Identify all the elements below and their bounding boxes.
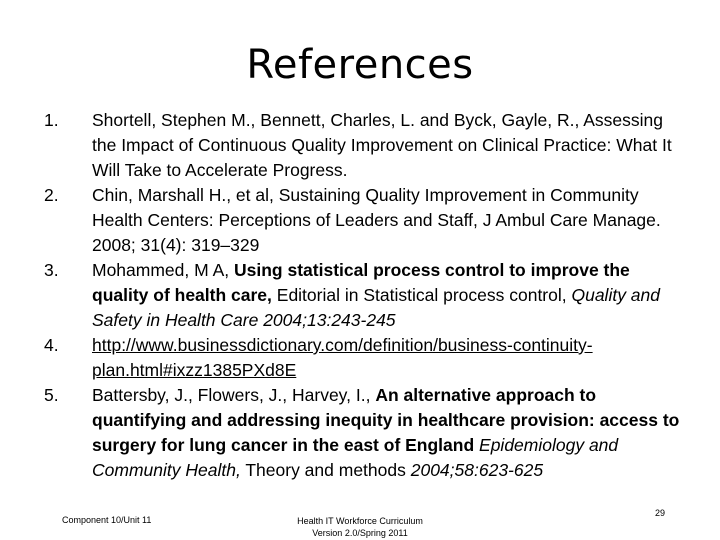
reference-text-part: Chin, Marshall H., et al, Sustaining Quality Improvement in Community Health Centers: Perceptions of Leaders and Staff, J Ambul Care Manage. 2008; 31(4): 319–329 <box>92 185 661 255</box>
reference-text-part: Theory and methods <box>240 460 411 480</box>
footer-curriculum <box>280 515 440 539</box>
reference-item <box>44 258 684 333</box>
reference-link[interactable]: http://www.businessdictionary.com/definition/business-continuity-plan.html#ixzz1385PXd8E <box>92 335 593 380</box>
reference-item <box>44 383 684 483</box>
reference-number: 3. <box>44 260 59 280</box>
reference-text-part: Shortell, Stephen M., Bennett, Charles, L. and Byck, Gayle, R., Assessing the Impact of Continuous Quality Improvement on Clinical Practice: What It Will Take to Accelerate Progress. <box>92 110 672 180</box>
reference-text <box>92 183 684 258</box>
reference-text-part: An alternative approach to quantifying and addressing inequity in healthcare provision: access to surgery for lung cancer in the east of England <box>92 385 680 455</box>
page-number: 29 <box>655 508 666 518</box>
reference-text-part: Quality and Safety in Health Care 2004;13:243-245 <box>92 285 661 330</box>
reference-text-part: Battersby, J., Flowers, J., Harvey, I., <box>92 385 376 405</box>
reference-text <box>92 108 684 183</box>
reference-number: 1. <box>44 110 59 130</box>
reference-number: 2. <box>44 185 59 205</box>
reference-item <box>44 183 684 258</box>
reference-text <box>92 383 684 483</box>
reference-text-part: Using statistical process control to improve the quality of health care, <box>92 260 630 305</box>
reference-text <box>92 258 684 333</box>
reference-text-part: 2004;58:623-625 <box>410 460 544 480</box>
reference-text-part: Epidemiology and Community Health, <box>92 435 619 480</box>
reference-item <box>44 333 684 383</box>
reference-item <box>44 108 684 183</box>
reference-text <box>92 333 684 383</box>
footer-curriculum-line1: Health IT Workforce Curriculum <box>297 516 423 526</box>
footer-curriculum-line2: Version 2.0/Spring 2011 <box>312 528 408 538</box>
reference-text-part: Mohammed, M A, <box>92 260 234 280</box>
reference-list <box>44 108 684 483</box>
footer-component: Component 10/Unit 11 <box>62 515 152 525</box>
slide-title: References <box>246 42 474 88</box>
reference-text-part: Editorial in Statistical process control, <box>271 285 572 305</box>
reference-number: 4. <box>44 335 59 355</box>
reference-number: 5. <box>44 385 59 405</box>
